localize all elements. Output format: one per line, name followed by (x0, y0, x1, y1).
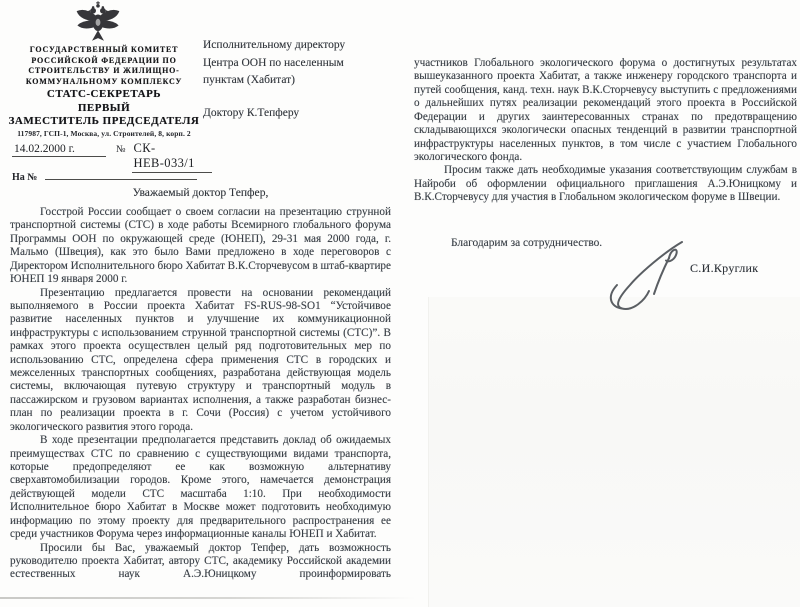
signature-autograph (585, 236, 703, 316)
reply-to-blank-line (45, 168, 197, 180)
closing-line: Благодарим за сотрудничество. (451, 237, 603, 249)
post-title-line: ЗАМЕСТИТЕЛЬ ПРЕДСЕДАТЕЛЯ (8, 115, 200, 127)
body-paragraph-continued: участников Глобального экологического форума о достигнутых результатах вышеуказанного проекта Хабитат, а также инженеру городского транспорта и путей сообщения, канд. техн. наук В.К.Сторчевусу выступить с предложениями о дальнейших путях реализации рекомендаций этого проекта в Российской Федерации и других заинтересованных странах по предотвращению складывающихся экологически опасных тенденций в развитии транспортной инфраструктуры населенных пунктов, в том числе с участием Глобального экологического фонда. (414, 57, 797, 163)
reference-number: СК-НЕВ-033/1 (132, 141, 212, 173)
salutation: Уважаемый доктор Тепфер, (132, 186, 269, 199)
body-paragraph: Госстрой России сообщает о своем согласии на презентацию струнной транспортной системы (СТС) в ходе работы Всемирного глобального форума Программы ООН по окружающей среде (ЮНЕП), 29-31 мая 2000 года, г. Мальмо (Швеция), как это было Вами предложено в ходе переговоров с Директором Исполнительного бюро Хабитат В.К.Сторчевусом в штаб-квартире ЮНЕП 19 января 2000 г. (10, 206, 391, 286)
org-name-line: КОММУНАЛЬНОМУ КОМПЛЕКСУ (25, 76, 183, 86)
org-name-line: РОССИЙСКОЙ ФЕДЕРАЦИИ ПО (31, 55, 177, 65)
addressee-name: Доктору К.Тепферу (203, 106, 300, 119)
body-paragraph: Просим также дать необходимые указания соответствующим службам в Найроби об оформлении официального приглашения А.Э.Юницкому и В.К.Сторчевусу для участия в Глобальном экологическом форуме в Швеции. (414, 164, 797, 204)
letter-body-left (10, 206, 391, 582)
addressee-block (203, 37, 393, 122)
body-paragraph: Просили бы Вас, уважаемый доктор Тепфер, дать возможность руководителю проекта Хабитат, автору СТС, академику Российской академии естественных наук А.Э.Юницкому проинформировать (10, 541, 391, 581)
reply-to-row (12, 168, 212, 183)
post-title-line: СТАТС-СЕКРЕТАРЬ (46, 88, 162, 100)
letter-body-right (414, 57, 797, 205)
letterhead-post-title (0, 88, 208, 129)
body-paragraph: Презентацию предлагается провести на основании рекомендаций выполняемого в России проекта Хабитат FS-RUS-98-SO1 “Устойчивое развитие населенных пунктов и улучшение их коммуникационной инфраструктуры с использованием струнной транспортной системы (СТС)”. В рамках этого проекта осуществлен целый ряд подготовительных мер по использованию СТС, определена сфера применения СТС в городских и межселенных транспортных сообщениях, разработана действующая модель системы, включающая путевую структуру и транспортный модуль в пассажирском и грузовом вариантах исполнения, а также разработан бизнес-план по реализации проекта в г. Сочи (Россия) с учетом устойчивого экологического развития этого города. (10, 286, 391, 433)
addressee-line: Центра ООН по населенным (203, 56, 344, 69)
body-paragraph: В ходе презентации предполагается представить доклад об ожидаемых преимуществах СТС по сравнению с существующими видами транспорта, которые предопределяют ее как возможную альтернативу сверхавтомобилизации городов. Кроме этого, намечается демонстрация действующей модели СТС масштаба 1:10. При необходимости Исполнительное бюро Хабитат в Москве может подготовить необходимую информацию по этому проекту для предварительного распространения ее среди участников Форума через информационные каналы ЮНЕП и Хабитат. (10, 434, 391, 541)
addressee-line: Исполнительному директору (203, 39, 346, 51)
scan-edge-line (0, 597, 416, 599)
reply-to-label: На № (12, 172, 38, 183)
org-name-line: СТРОИТЕЛЬСТВУ И ЖИЛИЩНО- (28, 66, 180, 75)
russian-coat-of-arms-icon (72, 1, 124, 43)
number-sign: № (116, 144, 126, 155)
letterhead-organization (6, 45, 202, 87)
post-title-line: ПЕРВЫЙ (77, 101, 131, 114)
addressee-line: пунктам (Хабитат) (203, 74, 295, 86)
signatory-name: С.И.Круглик (690, 261, 759, 275)
scan-shading-region (428, 297, 800, 607)
org-name-line: ГОСУДАРСТВЕННЫЙ КОМИТЕТ (29, 45, 179, 54)
letterhead-postal-address: 117987, ГСП-1, Москва, ул. Строителей, 8, корп. 2 (17, 129, 191, 138)
letter-date: 14.02.2000 г. (12, 143, 106, 157)
